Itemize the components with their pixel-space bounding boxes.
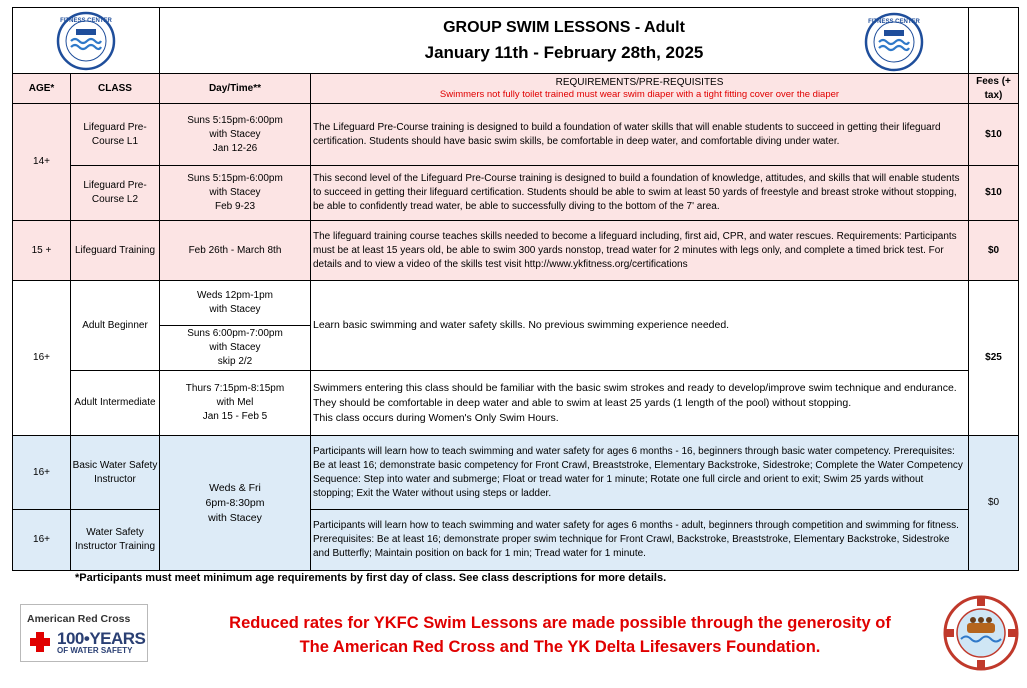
fee-adult: $25 <box>969 281 1019 436</box>
fitness-center-logo-right <box>864 12 924 72</box>
time-line: 6pm-8:30pm <box>205 496 265 509</box>
age-lg-training: 15 + <box>13 221 71 281</box>
page-title: GROUP SWIM LESSONS - Adult <box>443 18 685 36</box>
instructor-line: with Stacey <box>209 187 261 198</box>
class-lg-pre-l2: Lifeguard Pre-Course L2 <box>71 166 160 221</box>
desc-wsi: Participants will learn how to teach swimming and water safety for ages 6 months - adult, beginners through competition and swimming for fitness. Prerequisites: Be at least 16; demonstrate proper swim technique for Front Crawl, Backstroke, Breaststroke, Elementary Backstroke, Sidestroke and Butterfly; Maintain position on back for 1 min; Tread water for 1 minute. <box>311 510 969 571</box>
class-adult-intermediate: Adult Intermediate <box>71 371 160 436</box>
class-lg-pre-l1: Lifeguard Pre-Course L1 <box>71 104 160 166</box>
title-right-spacer <box>969 8 1019 74</box>
thanks-line-1: Reduced rates for YKFC Swim Lessons are made possible through the generosity of <box>229 614 891 632</box>
diaper-note: Swimmers not fully toilet trained must wear swim diaper with a tight fitting cover over the diaper <box>439 88 840 100</box>
desc-lg-training: The lifeguard training course teaches skills needed to become a lifeguard including, first aid, CPR, and water rescues. Requirements: Participants must be at least 15 years old, be able to swim 300 yards nonstop, tread water for 2 minutes with legs only, and complete a timed brick test. For details and to view a video of the skills test visit http://www.ykfitness.org/certifications <box>311 221 969 281</box>
time-line: Suns 5:15pm-6:00pm <box>187 173 283 184</box>
desc-note: This class occurs during Women's Only Swim Hours. <box>313 411 559 424</box>
col-requirements <box>311 74 969 104</box>
col-age: AGE* <box>13 74 71 104</box>
red-cross-logo <box>20 604 148 662</box>
logo-left-text: FITNESS CENTER <box>60 17 112 24</box>
time-adult-intermediate <box>160 371 311 436</box>
class-bwsi: Basic Water Safety Instructor <box>71 436 160 510</box>
water-safety-tagline: OF WATER SAFETY <box>57 646 133 655</box>
class-lg-training: Lifeguard Training <box>71 221 160 281</box>
time-lg-pre-l2 <box>160 166 311 221</box>
requirements-heading: REQUIREMENTS/PRE-REQUISITES <box>555 76 724 88</box>
logo-left-cell <box>13 8 160 74</box>
desc-lg-pre-l2: This second level of the Lifeguard Pre-Course training is designed to build a foundation of knowledge, attitudes, and skills that will enable students to succeed in getting their lifeguard certification. Students should be able to swim at least 50 yards of freestyle and breast stroke without stopping, be able to confidently tread water, be able to successfully diving to the bottom of the 7' area. <box>311 166 969 221</box>
desc-lg-pre-l1: The Lifeguard Pre-Course training is designed to build a foundation of water skills that will enable students to succeed in getting their lifeguard certification. Students should have basic swim skills, be comfortable in deep water, and comfortable diving under water. <box>311 104 969 166</box>
day-line: Weds & Fri <box>209 481 261 494</box>
title-cell <box>160 8 969 74</box>
desc-bwsi: Participants will learn how to teach swimming and water safety for ages 6 months - 16, beginners through basic water competency. Prerequisites: Be at least 16; demonstrate basic competency for Front Crawl, Breaststroke, Elementary Backstroke, Sidestroke; Complete the Water Competency Sequence: Step into water and submerge; Float or tread water for 1 minute; Rotate one full circle and orient to exit; Swim 25 yards without stopping; Exit the Water without using steps or ladder. <box>311 436 969 510</box>
time-instructor <box>160 436 311 571</box>
lifesavers-foundation-logo <box>943 595 1019 671</box>
schedule-table <box>12 7 1019 571</box>
time-line: Weds 12pm-1pm <box>197 290 273 301</box>
date-line: Jan 15 - Feb 5 <box>202 411 268 422</box>
skip-line: skip 2/2 <box>217 356 253 367</box>
fitness-center-logo-left <box>56 11 116 71</box>
instructor-line: with Mel <box>216 397 254 408</box>
age-bwsi: 16+ <box>13 436 71 510</box>
class-adult-beginner: Adult Beginner <box>71 281 160 371</box>
desc-adult-intermediate <box>311 371 969 436</box>
col-class: CLASS <box>71 74 160 104</box>
time-line: Suns 5:15pm-6:00pm <box>187 114 283 126</box>
desc-main: Swimmers entering this class should be familiar with the basic swim strokes and ready to develop/improve swim technique and endurance. They should be comfortable in deep water and able to swim at least 25 yards (1 length of the pool) without stopping. <box>313 381 957 409</box>
age-wsi: 16+ <box>13 510 71 571</box>
date-line: Jan 12-26 <box>212 142 258 154</box>
fee-lg-training: $0 <box>969 221 1019 281</box>
col-fees: Fees (+ tax) <box>969 74 1019 104</box>
fee-instructor: $0 <box>969 436 1019 571</box>
time-line: Suns 6:00pm-7:00pm <box>187 328 283 339</box>
instructor-line: with Stacey <box>209 304 261 315</box>
age-footnote: *Participants must meet minimum age requirements by first day of class. See class descriptions for more details. <box>75 572 667 584</box>
time-adult-beginner-suns <box>160 326 311 371</box>
instructor-line: with Stacey <box>209 342 261 353</box>
instructor-line: with Stacey <box>209 128 261 140</box>
red-cross-icon <box>29 631 51 653</box>
instructor-line: with Stacey <box>208 511 262 524</box>
desc-adult-beginner: Learn basic swimming and water safety skills. No previous swimming experience needed. <box>311 281 969 371</box>
red-cross-name: American Red Cross <box>27 613 131 625</box>
col-daytime: Day/Time** <box>160 74 311 104</box>
age-adult: 16+ <box>13 281 71 436</box>
fee-lg-pre-l2: $10 <box>969 166 1019 221</box>
fee-lg-pre-l1: $10 <box>969 104 1019 166</box>
age-lg-pre: 14+ <box>13 104 71 221</box>
date-line: Feb 9-23 <box>214 201 256 212</box>
time-line: Thurs 7:15pm-8:15pm <box>185 383 285 394</box>
thanks-message <box>180 611 940 659</box>
class-wsi: Water Safety Instructor Training <box>71 510 160 571</box>
time-adult-beginner-weds <box>160 281 311 326</box>
hundred-years: 100•YEARS <box>57 629 146 648</box>
time-lg-pre-l1 <box>160 104 311 166</box>
time-lg-training: Feb 26th - March 8th <box>160 221 311 281</box>
thanks-line-2: The American Red Cross and The YK Delta Lifesavers Foundation. <box>299 638 821 656</box>
date-range: January 11th - February 28th, 2025 <box>424 42 704 62</box>
logo-right-text: FITNESS CENTER <box>868 19 920 25</box>
